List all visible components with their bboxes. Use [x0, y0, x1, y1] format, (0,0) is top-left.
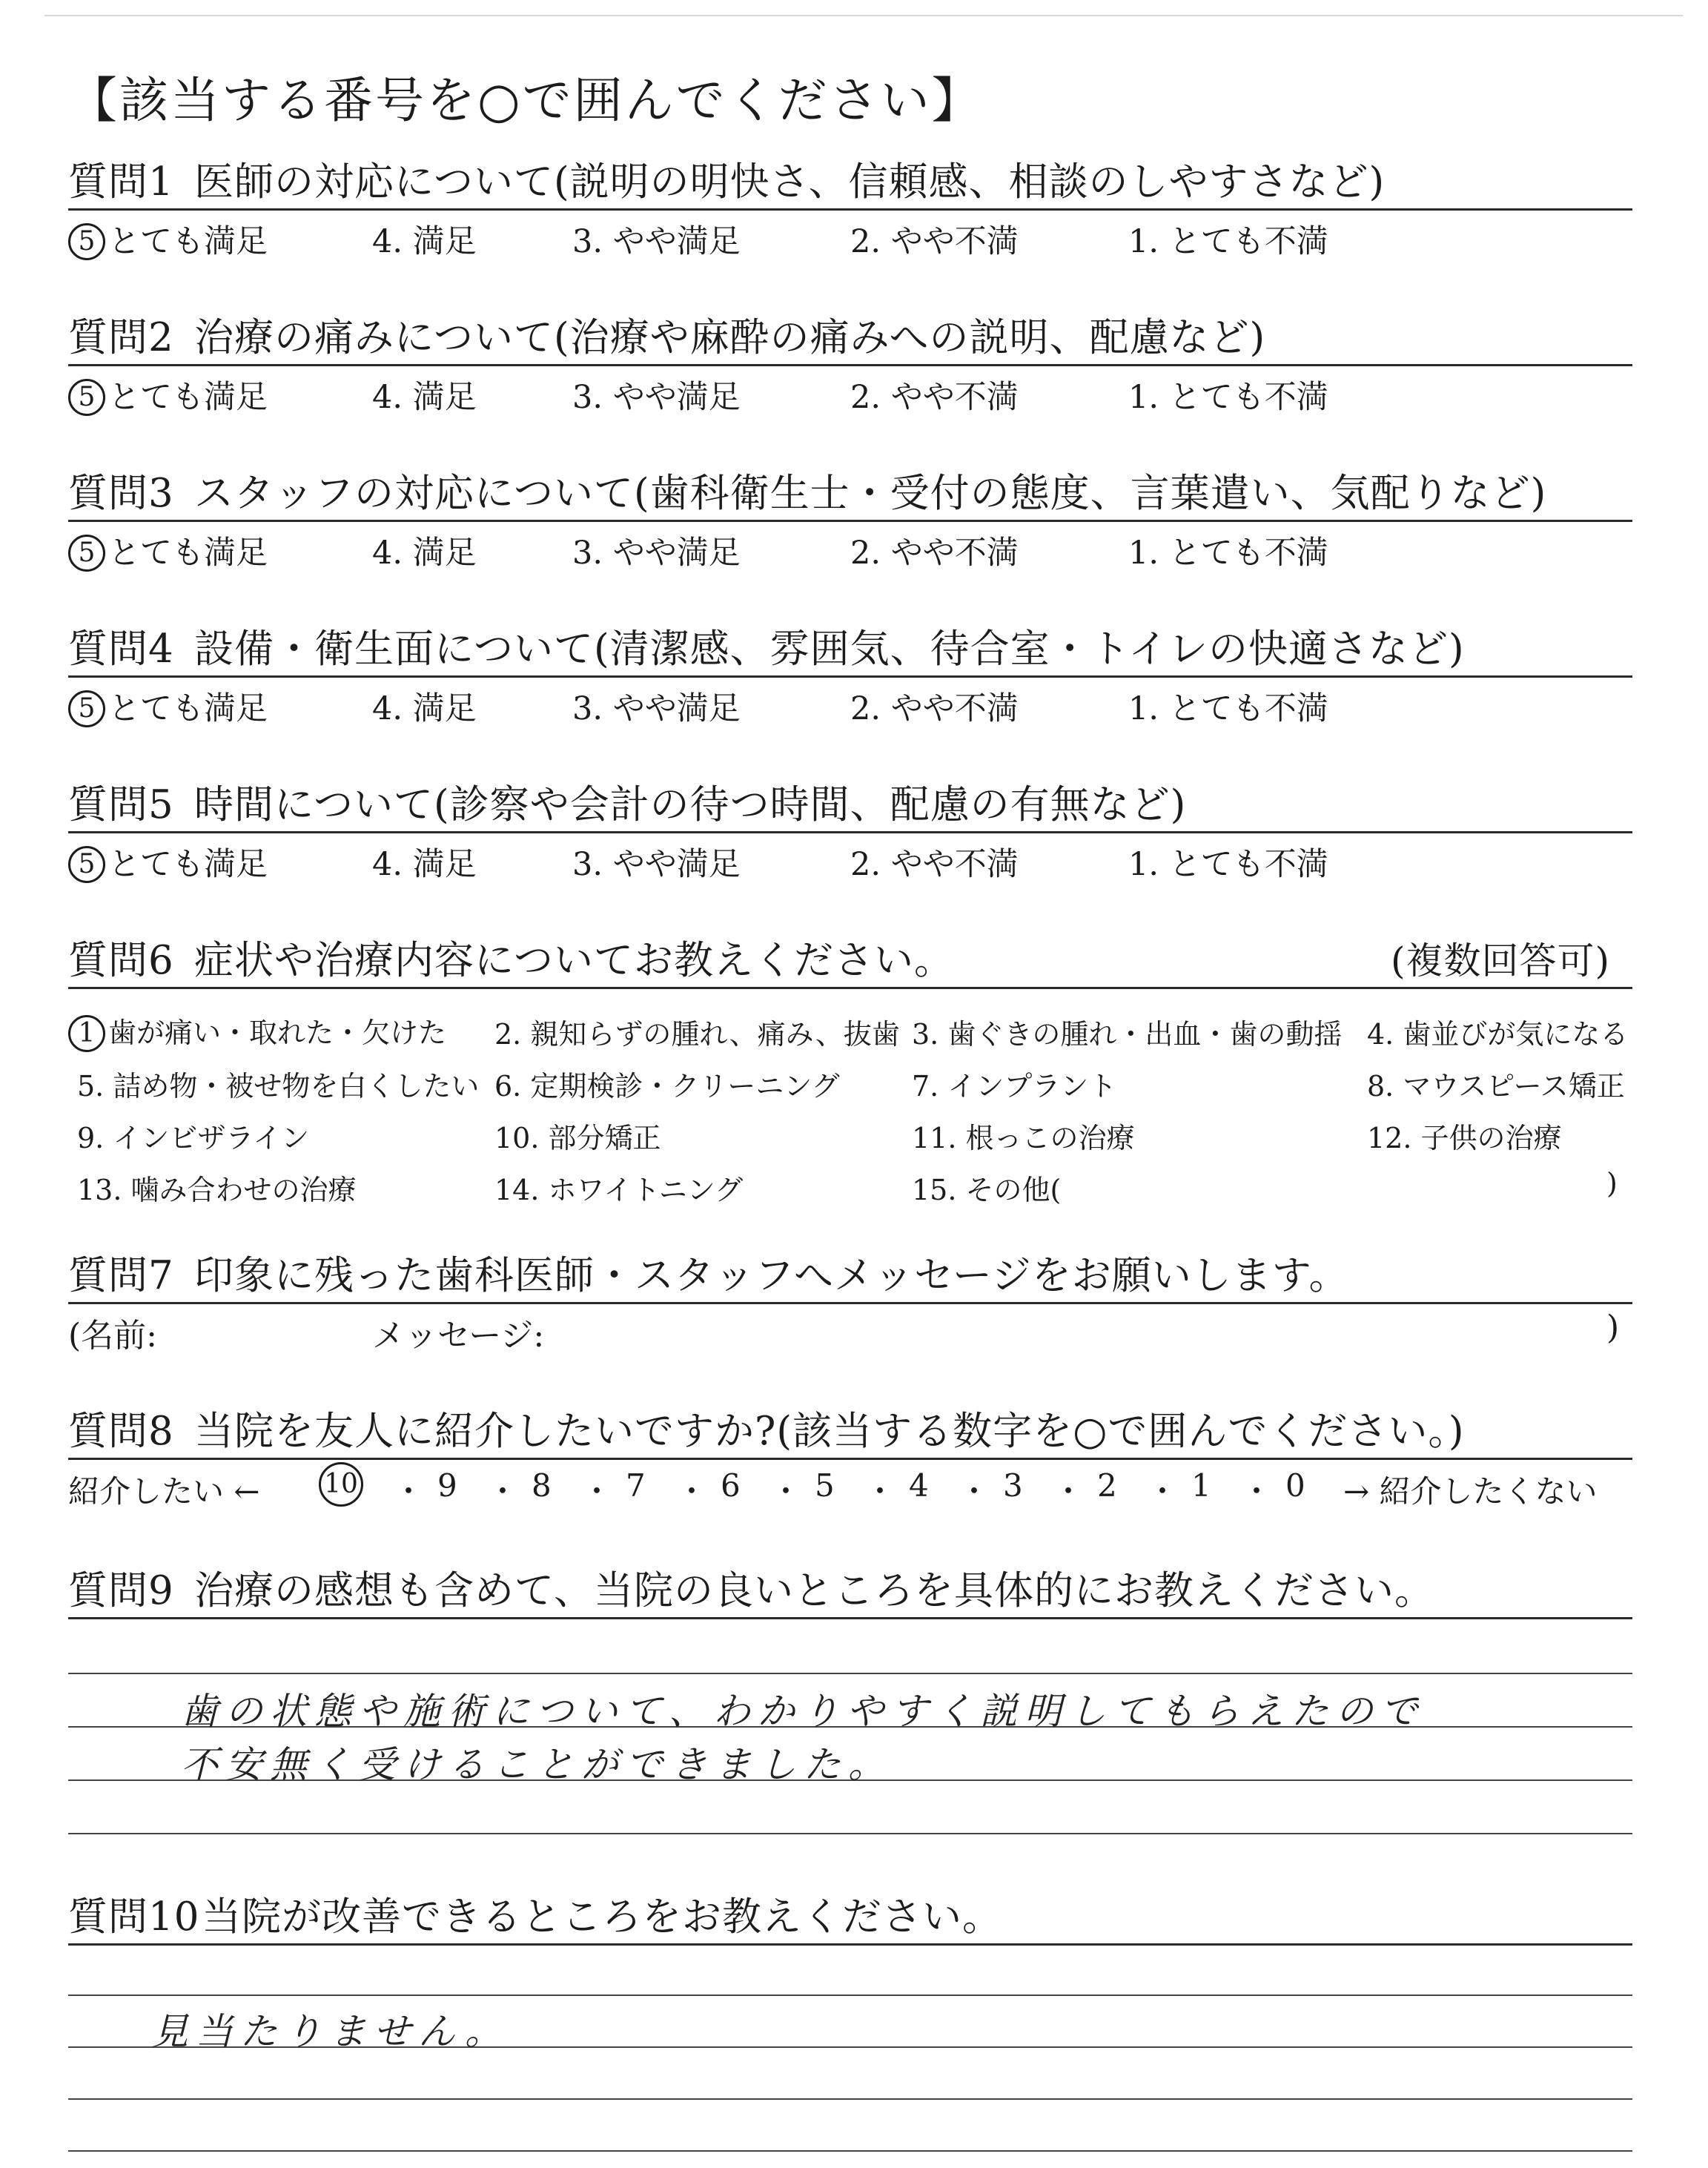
selected-circle-mark: 5	[68, 535, 105, 572]
question-4	[68, 627, 1640, 728]
question-5-rule	[68, 831, 1632, 833]
question-6-number: 質問6	[68, 938, 174, 983]
question-2-number: 質問2	[68, 315, 174, 360]
handwritten-answer-line-1: 歯の状態や施術について、わかりやすく説明してもらえたので	[181, 1690, 1425, 1733]
question-6-title	[68, 938, 1640, 984]
option-alignment[interactable]: 4. 歯並びが気になる	[1367, 1018, 1629, 1051]
scale-9[interactable]: 9	[437, 1467, 457, 1504]
question-10	[68, 1894, 1640, 2168]
scale-dot: ・	[1241, 1473, 1273, 1510]
question-5-number: 質問5	[68, 782, 174, 827]
question-8-title	[68, 1409, 1640, 1455]
option-whitening-fillings[interactable]: 5. 詰め物・被せ物を白くしたい	[77, 1070, 480, 1103]
scale-4[interactable]: 4	[909, 1467, 929, 1504]
scale-7[interactable]: 7	[626, 1467, 646, 1504]
question-9	[68, 1568, 1640, 1842]
question-8-text: 当院を友人に紹介したいですか?(該当する数字を○で囲んでください。)	[194, 1409, 1465, 1454]
question-1-rule	[68, 208, 1632, 211]
scale-1[interactable]: 1	[1191, 1467, 1211, 1504]
question-8-rule	[68, 1458, 1632, 1460]
scale-dot: ・	[959, 1473, 990, 1510]
question-10-title	[68, 1894, 1640, 1940]
option-checkup-cleaning[interactable]: 6. 定期検診・クリーニング	[494, 1070, 840, 1103]
question-3-options	[68, 528, 1640, 572]
option-satisfied[interactable]: 4. 満足	[372, 535, 477, 572]
selected-circle-mark: 5	[68, 223, 105, 260]
recommend-scale	[68, 1467, 1640, 1519]
question-6-options	[68, 989, 1640, 1204]
message-label: メッセージ:	[372, 1317, 545, 1355]
answer-line	[68, 2098, 1632, 2100]
multiple-answers-note: (複数回答可)	[1390, 939, 1610, 982]
option-label: とても満足	[108, 379, 268, 416]
option-bite[interactable]: 13. 噛み合わせの治療	[77, 1174, 357, 1206]
question-2	[68, 315, 1640, 417]
name-field[interactable]	[224, 1309, 365, 1346]
question-3-rule	[68, 520, 1632, 522]
option-label: 歯が痛い・取れた・欠けた	[108, 1017, 447, 1049]
option-satisfied[interactable]: 4. 満足	[372, 223, 477, 260]
option-root-canal[interactable]: 11. 根っこの治療	[912, 1122, 1135, 1154]
option-satisfied[interactable]: 4. 満足	[372, 379, 477, 416]
scale-dot: ・	[770, 1473, 802, 1510]
handwritten-answer-line-1: 見当たりません。	[151, 2010, 509, 2053]
option-partial-ortho[interactable]: 10. 部分矯正	[494, 1122, 661, 1154]
scale-dot: ・	[676, 1473, 708, 1510]
scale-8[interactable]: 8	[532, 1467, 552, 1504]
question-4-number: 質問4	[68, 627, 174, 672]
scale-dot: ・	[393, 1473, 425, 1510]
question-2-title	[68, 315, 1640, 361]
question-8	[68, 1409, 1640, 1519]
question-6-text: 症状や治療内容についてお教えください。	[194, 938, 954, 983]
selected-circle-mark: 5	[68, 846, 105, 883]
option-somewhat-dissatisfied[interactable]: 2. やや不満	[850, 690, 1019, 727]
answer-line	[68, 2150, 1632, 2152]
option-somewhat-dissatisfied[interactable]: 2. やや不満	[850, 846, 1019, 883]
scale-dot: ・	[864, 1473, 896, 1510]
selected-circle-mark: 5	[68, 690, 105, 727]
question-5-text: 時間について(診察や会計の待つ時間、配慮の有無など)	[194, 782, 1187, 827]
top-divider	[44, 15, 1683, 16]
question-2-rule	[68, 364, 1632, 366]
message-close: )	[1606, 1309, 1620, 1346]
question-7-text: 印象に残った歯科医師・スタッフへメッセージをお願いします。	[194, 1253, 1349, 1298]
message-field[interactable]	[587, 1309, 1573, 1346]
option-somewhat-dissatisfied[interactable]: 2. やや不満	[850, 223, 1019, 260]
option-very-dissatisfied[interactable]: 1. とても不満	[1128, 223, 1328, 260]
scale-dot: ・	[487, 1473, 519, 1510]
question-6	[68, 938, 1640, 1204]
option-very-satisfied[interactable]	[68, 372, 268, 418]
recommend-label: 紹介したい ←	[68, 1473, 260, 1510]
option-satisfied[interactable]: 4. 満足	[372, 846, 477, 883]
option-very-satisfied[interactable]	[68, 839, 268, 885]
scale-6[interactable]: 6	[721, 1467, 741, 1504]
option-implant[interactable]: 7. インプラント	[912, 1070, 1117, 1103]
option-satisfied[interactable]: 4. 満足	[372, 690, 477, 727]
option-wisdom-tooth[interactable]: 2. 親知らずの腫れ、痛み、抜歯	[494, 1018, 900, 1051]
option-somewhat-satisfied[interactable]: 3. やや満足	[572, 223, 741, 260]
scale-dot: ・	[1053, 1473, 1085, 1510]
option-somewhat-satisfied[interactable]: 3. やや満足	[572, 846, 741, 883]
option-other-close: )	[1606, 1167, 1618, 1200]
answer-line	[68, 1673, 1632, 1674]
question-2-text: 治療の痛みについて(治療や麻酔の痛みへの説明、配慮など)	[194, 315, 1266, 360]
answer-line	[68, 1995, 1632, 1996]
question-8-number: 質問8	[68, 1409, 174, 1454]
question-4-text: 設備・衛生面について(清潔感、雰囲気、待合室・トイレの快適さなど)	[194, 627, 1465, 672]
option-very-satisfied[interactable]	[68, 528, 268, 574]
question-2-options	[68, 372, 1640, 417]
question-1-title	[68, 159, 1640, 205]
question-7-rule	[68, 1302, 1632, 1304]
scale-dot: ・	[581, 1473, 613, 1510]
question-5	[68, 782, 1640, 884]
question-5-options	[68, 839, 1640, 884]
option-somewhat-dissatisfied[interactable]: 2. やや不満	[850, 535, 1019, 572]
option-tooth-whitening[interactable]: 14. ホワイトニング	[494, 1174, 744, 1206]
scale-3[interactable]: 3	[1003, 1467, 1023, 1504]
option-very-dissatisfied[interactable]: 1. とても不満	[1128, 535, 1328, 572]
option-very-satisfied[interactable]	[68, 217, 268, 262]
question-7-message-row	[68, 1309, 1640, 1353]
option-somewhat-dissatisfied[interactable]: 2. やや不満	[850, 379, 1019, 416]
question-3	[68, 471, 1640, 572]
question-3-text: スタッフの対応について(歯科衛生士・受付の態度、言葉遣い、気配りなど)	[194, 471, 1547, 516]
option-other[interactable]: 15. その他(	[912, 1174, 1062, 1206]
question-9-number: 質問9	[68, 1568, 174, 1613]
question-4-rule	[68, 675, 1632, 678]
option-label: とても満足	[108, 535, 268, 572]
question-10-number: 質問10	[68, 1894, 200, 1940]
scale-2[interactable]: 2	[1097, 1467, 1117, 1504]
question-9-title	[68, 1568, 1640, 1614]
option-tooth-pain[interactable]	[68, 1010, 446, 1054]
answer-line	[68, 1833, 1632, 1834]
scale-10[interactable]	[319, 1464, 366, 1509]
option-label: とても満足	[108, 846, 268, 883]
question-7	[68, 1253, 1640, 1353]
selected-circle-mark: 1	[68, 1015, 105, 1052]
question-7-number: 質問7	[68, 1253, 174, 1298]
name-label: (名前:	[68, 1317, 157, 1355]
option-label: とても満足	[108, 690, 268, 727]
option-very-dissatisfied[interactable]: 1. とても不満	[1128, 846, 1328, 883]
question-1-options	[68, 217, 1640, 261]
question-4-title	[68, 627, 1640, 672]
option-very-satisfied[interactable]	[68, 684, 268, 730]
question-7-title	[68, 1253, 1640, 1299]
scale-0[interactable]: 0	[1285, 1467, 1305, 1504]
option-gum-swelling[interactable]: 3. 歯ぐきの腫れ・出血・歯の動揺	[912, 1018, 1343, 1051]
option-very-dissatisfied[interactable]: 1. とても不満	[1128, 379, 1328, 416]
scale-dot: ・	[1147, 1473, 1179, 1510]
form-header: 【該当する番号を○で囲んでください】	[68, 72, 983, 129]
question-3-number: 質問3	[68, 471, 174, 516]
option-child-treatment[interactable]: 12. 子供の治療	[1367, 1122, 1562, 1154]
question-1	[68, 159, 1640, 261]
question-5-title	[68, 782, 1640, 828]
question-1-text: 医師の対応について(説明の明快さ、信頼感、相談のしやすさなど)	[194, 159, 1386, 205]
option-invisalign[interactable]: 9. インビザライン	[77, 1122, 310, 1154]
handwritten-answer-line-2: 不安無く受けることができました。	[181, 1743, 893, 1786]
question-1-number: 質問1	[68, 159, 174, 205]
option-mouthpiece-ortho[interactable]: 8. マウスピース矯正	[1367, 1070, 1625, 1103]
question-4-options	[68, 684, 1640, 728]
option-somewhat-satisfied[interactable]: 3. やや満足	[572, 379, 741, 416]
question-10-answer-area[interactable]	[68, 1946, 1640, 2168]
question-3-title	[68, 471, 1640, 517]
selected-circle-mark: 10	[319, 1462, 363, 1507]
selected-circle-mark: 5	[68, 379, 105, 416]
question-9-text: 治療の感想も含めて、当院の良いところを具体的にお教えください。	[194, 1568, 1434, 1613]
question-10-text: 当院が改善できるところをお教えください。	[202, 1894, 1002, 1940]
option-somewhat-satisfied[interactable]: 3. やや満足	[572, 535, 741, 572]
option-somewhat-satisfied[interactable]: 3. やや満足	[572, 690, 741, 727]
option-label: とても満足	[108, 223, 268, 260]
question-9-answer-area[interactable]	[68, 1619, 1640, 1842]
scale-5[interactable]: 5	[815, 1467, 835, 1504]
not-recommend-label: → 紹介したくない	[1343, 1473, 1598, 1510]
option-very-dissatisfied[interactable]: 1. とても不満	[1128, 690, 1328, 727]
